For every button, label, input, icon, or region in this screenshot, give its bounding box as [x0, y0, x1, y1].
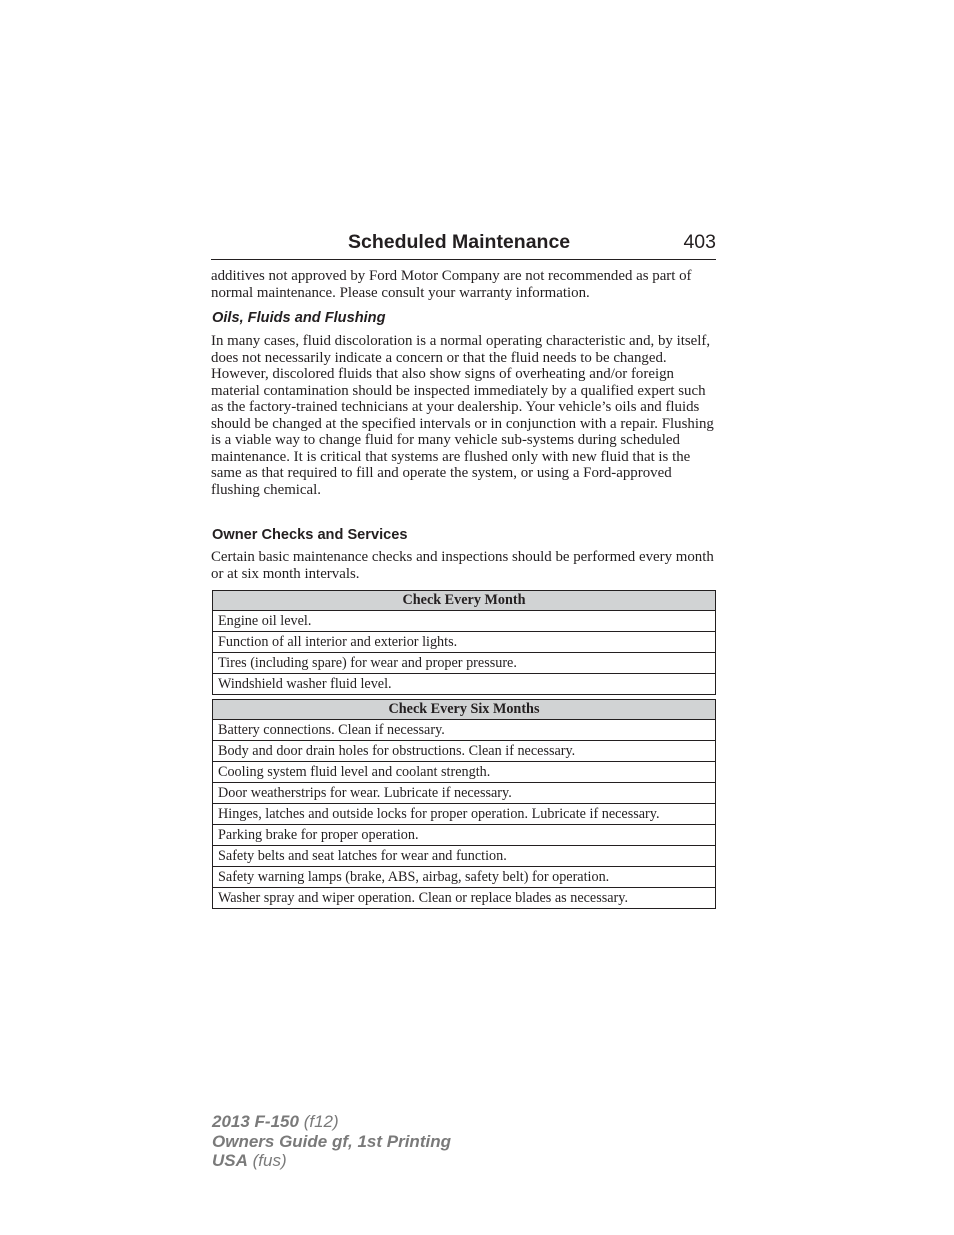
table-row: Function of all interior and exterior lights.	[213, 632, 716, 653]
table-row: Engine oil level.	[213, 611, 716, 632]
owner-checks-paragraph: Certain basic maintenance checks and inspections should be performed every month or at six month intervals.	[211, 549, 714, 582]
table-row: Washer spray and wiper operation. Clean or replace blades as necessary.	[213, 888, 716, 909]
footer-model: 2013 F-150	[212, 1112, 299, 1131]
table-row: Parking brake for proper operation.	[213, 825, 716, 846]
table-row: Windshield washer fluid level.	[213, 674, 716, 695]
footer-line-guide: Owners Guide gf, 1st Printing	[212, 1131, 451, 1151]
intro-paragraph: additives not approved by Ford Motor Company are not recommended as part of normal maintenance. Please consult your warranty information.	[211, 268, 692, 301]
page-number: 403	[683, 231, 716, 253]
table-row: Tires (including spare) for wear and proper pressure.	[213, 653, 716, 674]
section-title: Scheduled Maintenance	[348, 231, 571, 253]
table-row: Hinges, latches and outside locks for proper operation. Lubricate if necessary.	[213, 804, 716, 825]
table-row: Door weatherstrips for wear. Lubricate if necessary.	[213, 783, 716, 804]
table-row: Body and door drain holes for obstructions. Clean if necessary.	[213, 741, 716, 762]
table-row: Safety belts and seat latches for wear and function.	[213, 846, 716, 867]
print-footer	[212, 1112, 451, 1171]
table-row: Cooling system fluid level and coolant strength.	[213, 762, 716, 783]
six-month-checks-header: Check Every Six Months	[213, 700, 716, 720]
oils-fluids-heading: Oils, Fluids and Flushing	[212, 310, 386, 326]
footer-market: USA	[212, 1151, 248, 1170]
oils-fluids-paragraph: In many cases, fluid discoloration is a normal operating characteristic and, by itself, does not necessarily indicate a concern or that the fluid needs to be changed. However, discolored fluids that also show signs of overheating and/or foreign material contamination should be inspected immediately by a qualified expert such as the factory-trained technicians at your dealership. Your vehicle’s oils and fluids should be changed at the specified intervals or in conjunction with a repair. Flushing is a viable way to change fluid for many vehicle sub-systems during scheduled maintenance. It is critical that systems are flushed only with new fluid that is the same as that required to fill and operate the system, or using a Ford-approved flushing chemical.	[211, 333, 714, 498]
footer-model-code: (f12)	[303, 1112, 339, 1131]
footer-line-market	[212, 1151, 451, 1171]
owner-checks-heading: Owner Checks and Services	[212, 527, 408, 543]
table-row: Safety warning lamps (brake, ABS, airbag, safety belt) for operation.	[213, 867, 716, 888]
monthly-checks-table	[212, 590, 716, 695]
footer-line-model	[212, 1112, 451, 1132]
page-header	[211, 229, 716, 260]
table-row: Battery connections. Clean if necessary.	[213, 720, 716, 741]
monthly-checks-header: Check Every Month	[213, 591, 716, 611]
six-month-checks-table	[212, 699, 716, 909]
footer-market-code: (fus)	[252, 1151, 287, 1170]
